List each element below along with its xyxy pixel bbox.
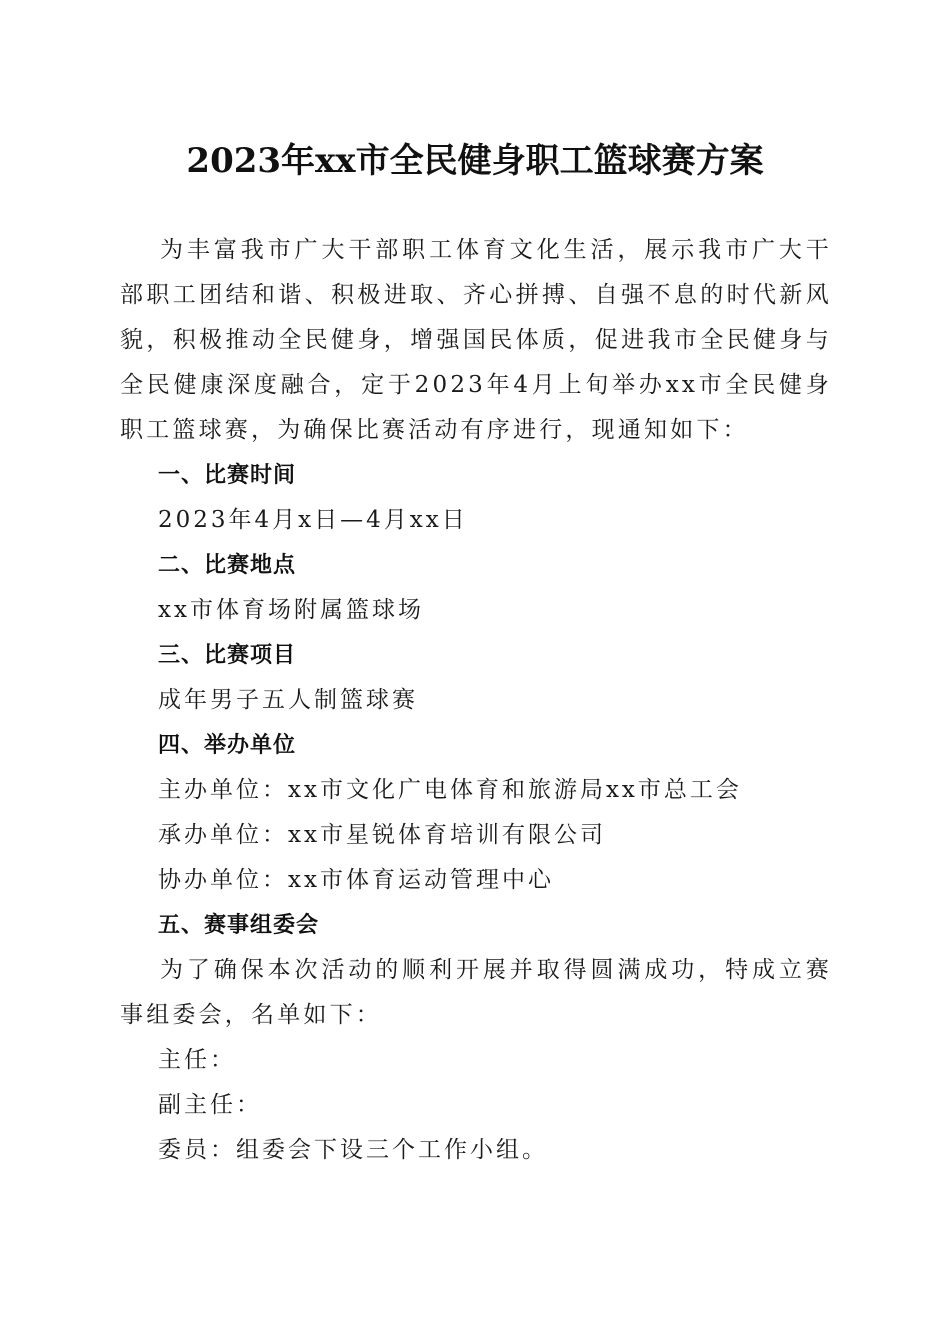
- section-heading-venue: 二、比赛地点: [158, 553, 297, 578]
- intro-paragraph: 为丰富我市广大干部职工体育文化生活，展示我市广大干部职工团结和谐、积极进取、齐心拼搏、自强不息的时代新风貌，积极推动全民健身，增强国民体质，促进我市全民健身与全民健康深度融合，定于2023年4月上旬举办xx市全民健身职工篮球赛，为确保比赛活动有序进行，现通知如下：: [120, 237, 832, 443]
- organizer-co-organizer: 协办单位：xx市体育运动管理中心: [158, 867, 554, 893]
- committee-director: 主任：: [158, 1047, 236, 1073]
- document-body: [120, 228, 832, 1173]
- committee-intro-paragraph: 为了确保本次活动的顺利开展并取得圆满成功，特成立赛事组委会，名单如下：: [120, 957, 832, 1028]
- section-content-venue: xx市体育场附属篮球场: [158, 597, 424, 623]
- section-content-time: 2023年4月x日—4月xx日: [158, 507, 468, 533]
- section-heading-committee: 五、赛事组委会: [158, 913, 320, 938]
- committee-deputy-director: 副主任：: [158, 1092, 262, 1118]
- section-heading-event: 三、比赛项目: [158, 643, 297, 668]
- organizer-undertaker: 承办单位：xx市星锐体育培训有限公司: [158, 822, 606, 848]
- organizer-host: 主办单位：xx市文化广电体育和旅游局xx市总工会: [158, 777, 742, 803]
- committee-members: 委员：组委会下设三个工作小组。: [158, 1137, 548, 1163]
- section-heading-time: 一、比赛时间: [158, 463, 297, 488]
- section-heading-organizers: 四、举办单位: [158, 733, 297, 758]
- section-content-event: 成年男子五人制篮球赛: [158, 687, 418, 713]
- page-title: 2023年xx市全民健身职工篮球赛方案: [186, 141, 764, 181]
